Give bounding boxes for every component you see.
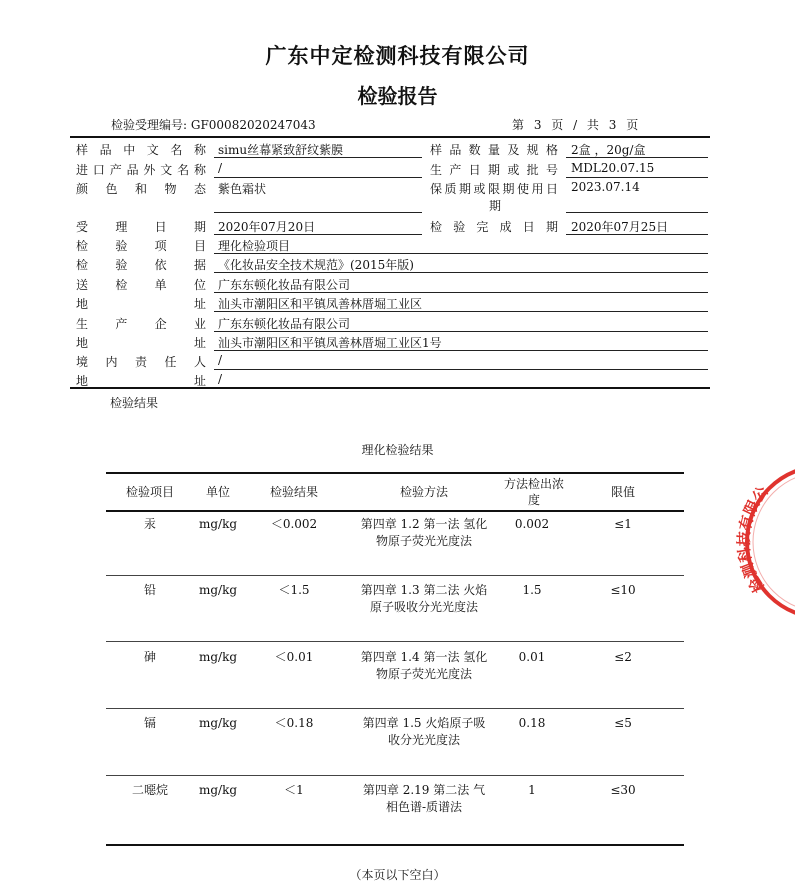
cell-detection: 1 [528, 783, 536, 797]
label-completed: 检验完成日期 [430, 220, 558, 234]
accession-value: GF00082020247043 [190, 118, 316, 132]
col-header-unit: 单位 [205, 485, 230, 499]
label-address-3: 地址 [76, 374, 206, 388]
cell-method: 第四章 1.2 第一法 氢化物原子荧光光度法 [360, 517, 488, 548]
official-seal-icon [734, 474, 795, 608]
cell-unit: mg/kg [198, 583, 238, 597]
label-product-cn: 样品中文名称 [76, 143, 206, 157]
value-received: 2020年07月20日 [218, 220, 316, 234]
label-basis: 检验依据 [76, 258, 206, 272]
underline [214, 253, 708, 254]
label-batch: 生产日期或批号 [430, 163, 558, 177]
label-test-items: 检验项目 [76, 239, 206, 253]
col-header-method: 检验方法 [399, 485, 448, 499]
cell-item: 砷 [143, 650, 156, 664]
cell-item: 二噁烷 [131, 783, 168, 797]
table-header-rule [106, 510, 684, 512]
table-top-rule [106, 472, 684, 474]
value-product-en: / [218, 161, 223, 175]
cell-method: 第四章 2.19 第二法 气相色谱-质谱法 [362, 783, 486, 814]
cell-limit: ≤10 [610, 583, 636, 597]
underline [214, 311, 708, 312]
cell-result: ＜1.5 [278, 583, 310, 597]
underline [566, 157, 708, 158]
value-completed: 2020年07月25日 [571, 220, 669, 234]
value-quantity: 2盒 ，20g/盒 [571, 143, 646, 157]
label-responsible: 境内责任人 [76, 355, 206, 369]
row-divider [106, 641, 684, 642]
underline [214, 350, 708, 351]
results-heading: 检验结果 [110, 396, 159, 410]
label-address-1: 地址 [76, 297, 206, 311]
results-table-title: 理化检验结果 [361, 443, 434, 457]
cell-method: 第四章 1.5 火焰原子吸收分光光度法 [362, 716, 486, 747]
value-manufacturer: 广东东顿化妆品有限公司 [218, 317, 351, 331]
row-divider [106, 708, 684, 709]
cell-result: ＜1 [284, 783, 304, 797]
label-submitter: 送检单位 [76, 278, 206, 292]
cell-result: ＜0.002 [270, 517, 318, 531]
seal-text: 检测科技有限公司 [734, 474, 772, 596]
cell-detection: 1.5 [522, 583, 542, 597]
cell-detection: 0.002 [514, 517, 550, 531]
value-appearance: 紫色霜状 [218, 182, 267, 196]
cell-detection: 0.01 [518, 650, 546, 664]
underline [566, 234, 708, 235]
label-appearance: 颜色和物态 [76, 182, 206, 196]
col-header-detection: 方法检出浓度 [504, 477, 565, 507]
cell-unit: mg/kg [198, 517, 238, 531]
underline [214, 369, 708, 370]
value-product-cn: simu丝幕紧致舒纹紫膜 [218, 143, 344, 157]
underline [566, 177, 708, 178]
info-top-rule [70, 136, 710, 138]
cell-item: 铅 [143, 583, 156, 597]
row-divider [106, 775, 684, 776]
value-basis: 《化妆品安全技术规范》(2015年版) [218, 258, 414, 272]
value-shelf-life: 2023.07.14 [571, 180, 640, 194]
cell-method: 第四章 1.4 第一法 氢化物原子荧光光度法 [360, 650, 488, 681]
cell-detection: 0.18 [518, 716, 546, 730]
cell-item: 汞 [143, 517, 156, 531]
accession-number [111, 116, 316, 133]
value-batch: MDL20.07.15 [571, 161, 655, 175]
col-header-item: 检验项目 [125, 485, 174, 499]
value-responsible: / [218, 353, 223, 367]
col-header-result: 检验结果 [269, 485, 318, 499]
cell-limit: ≤2 [614, 650, 632, 664]
value-submitter: 广东东顿化妆品有限公司 [218, 278, 351, 292]
cell-result: ＜0.18 [274, 716, 314, 730]
page-indicator: 第 3 页 / 共 3 页 [512, 118, 639, 132]
cell-item: 镉 [143, 716, 156, 730]
row-divider [106, 575, 684, 576]
cell-limit: ≤5 [614, 716, 632, 730]
underline [214, 157, 422, 158]
accession-label: 检验受理编号: [111, 118, 188, 132]
col-header-limit: 限值 [610, 485, 635, 499]
cell-unit: mg/kg [198, 650, 238, 664]
cell-unit: mg/kg [198, 716, 238, 730]
label-address-2: 地址 [76, 336, 206, 350]
underline [214, 292, 708, 293]
value-address-3: / [218, 372, 223, 386]
underline [214, 234, 422, 235]
label-manufacturer: 生产企业 [76, 317, 206, 331]
cell-method: 第四章 1.3 第二法 火焰原子吸收分光光度法 [360, 583, 488, 614]
cell-unit: mg/kg [198, 783, 238, 797]
value-address-1: 汕头市潮阳区和平镇凤善林厝堀工业区 [218, 297, 423, 311]
cell-result: ＜0.01 [274, 650, 314, 664]
underline [214, 331, 708, 332]
label-shelf-life-cont: 期 [489, 199, 502, 213]
label-shelf-life: 保质期或限期使用日 [430, 182, 558, 196]
cell-limit: ≤30 [610, 783, 636, 797]
underline [214, 177, 422, 178]
underline [214, 272, 708, 273]
label-received: 受理日期 [76, 220, 206, 234]
underline [214, 212, 422, 213]
underline [566, 212, 708, 213]
label-quantity: 样品数量及规格 [430, 143, 558, 157]
value-address-2: 汕头市潮阳区和平镇凤善林厝堀工业区1号 [218, 336, 442, 350]
company-name: 广东中定检测科技有限公司 [265, 44, 530, 68]
value-test-items: 理化检验项目 [218, 239, 291, 253]
label-product-en: 进口产品外文名称 [76, 163, 206, 177]
blank-below-note: （本页以下空白） [349, 868, 446, 882]
table-bottom-rule [106, 844, 684, 846]
report-title: 检验报告 [357, 84, 438, 108]
cell-limit: ≤1 [614, 517, 632, 531]
